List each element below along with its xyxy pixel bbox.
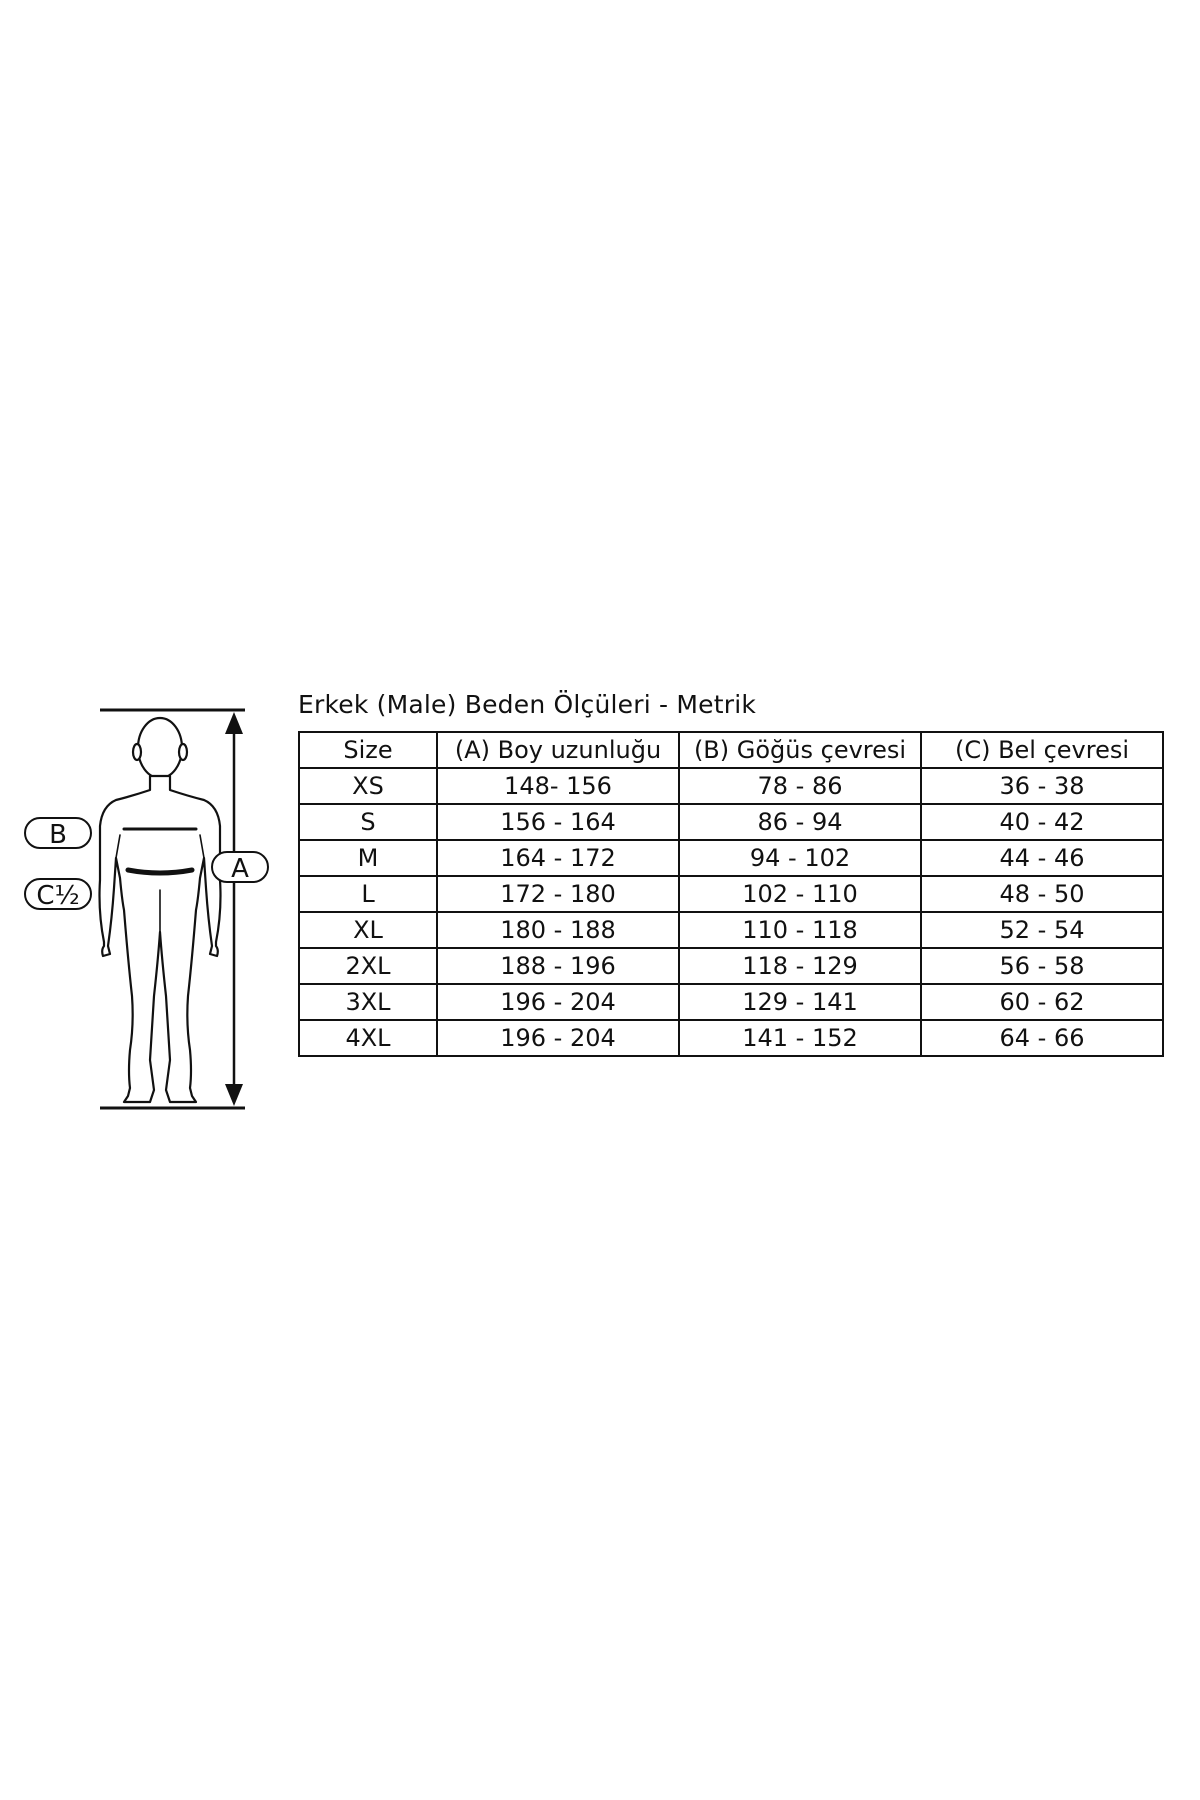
- waist-cell: 56 - 58: [921, 948, 1163, 984]
- table-row: [299, 984, 1163, 1020]
- size-cell: S: [299, 804, 437, 840]
- height-cell: 148- 156: [437, 768, 679, 804]
- height-cell: 172 - 180: [437, 876, 679, 912]
- label-c-text: C½: [36, 881, 80, 911]
- table-row: [299, 948, 1163, 984]
- table-row: [299, 840, 1163, 876]
- chest-cell: 102 - 110: [679, 876, 921, 912]
- size-cell: 2XL: [299, 948, 437, 984]
- size-cell: XL: [299, 912, 437, 948]
- table-row: [299, 1020, 1163, 1056]
- label-b-badge: [25, 818, 91, 850]
- waist-cell: 48 - 50: [921, 876, 1163, 912]
- header-chest: (B) Göğüs çevresi: [679, 732, 921, 768]
- chest-cell: 110 - 118: [679, 912, 921, 948]
- size-cell: M: [299, 840, 437, 876]
- label-b-text: B: [49, 820, 67, 850]
- header-height: (A) Boy uzunluğu: [437, 732, 679, 768]
- table-row: [299, 912, 1163, 948]
- waist-cell: 60 - 62: [921, 984, 1163, 1020]
- height-cell: 180 - 188: [437, 912, 679, 948]
- height-cell: 196 - 204: [437, 1020, 679, 1056]
- chest-cell: 129 - 141: [679, 984, 921, 1020]
- human-silhouette-icon: [100, 718, 221, 1102]
- size-table: [298, 731, 1164, 1057]
- chest-cell: 141 - 152: [679, 1020, 921, 1056]
- height-cell: 196 - 204: [437, 984, 679, 1020]
- size-table-title: Erkek (Male) Beden Ölçüleri - Metrik: [298, 690, 757, 719]
- header-size: Size: [299, 732, 437, 768]
- waist-cell: 64 - 66: [921, 1020, 1163, 1056]
- size-cell: XS: [299, 768, 437, 804]
- table-row: [299, 768, 1163, 804]
- height-cell: 164 - 172: [437, 840, 679, 876]
- chest-cell: 86 - 94: [679, 804, 921, 840]
- table-row: [299, 804, 1163, 840]
- height-arrow-icon: [225, 712, 243, 1106]
- waist-cell: 52 - 54: [921, 912, 1163, 948]
- size-cell: L: [299, 876, 437, 912]
- table-header-row: [299, 732, 1163, 768]
- table-row: [299, 876, 1163, 912]
- size-cell: 3XL: [299, 984, 437, 1020]
- chest-cell: 94 - 102: [679, 840, 921, 876]
- label-a-badge: [212, 852, 268, 884]
- size-cell: 4XL: [299, 1020, 437, 1056]
- waist-cell: 40 - 42: [921, 804, 1163, 840]
- height-cell: 156 - 164: [437, 804, 679, 840]
- label-a-text: A: [231, 854, 249, 884]
- waist-cell: 44 - 46: [921, 840, 1163, 876]
- chest-cell: 78 - 86: [679, 768, 921, 804]
- chest-cell: 118 - 129: [679, 948, 921, 984]
- label-c-badge: [25, 879, 91, 911]
- header-waist: (C) Bel çevresi: [921, 732, 1163, 768]
- waist-cell: 36 - 38: [921, 768, 1163, 804]
- height-cell: 188 - 196: [437, 948, 679, 984]
